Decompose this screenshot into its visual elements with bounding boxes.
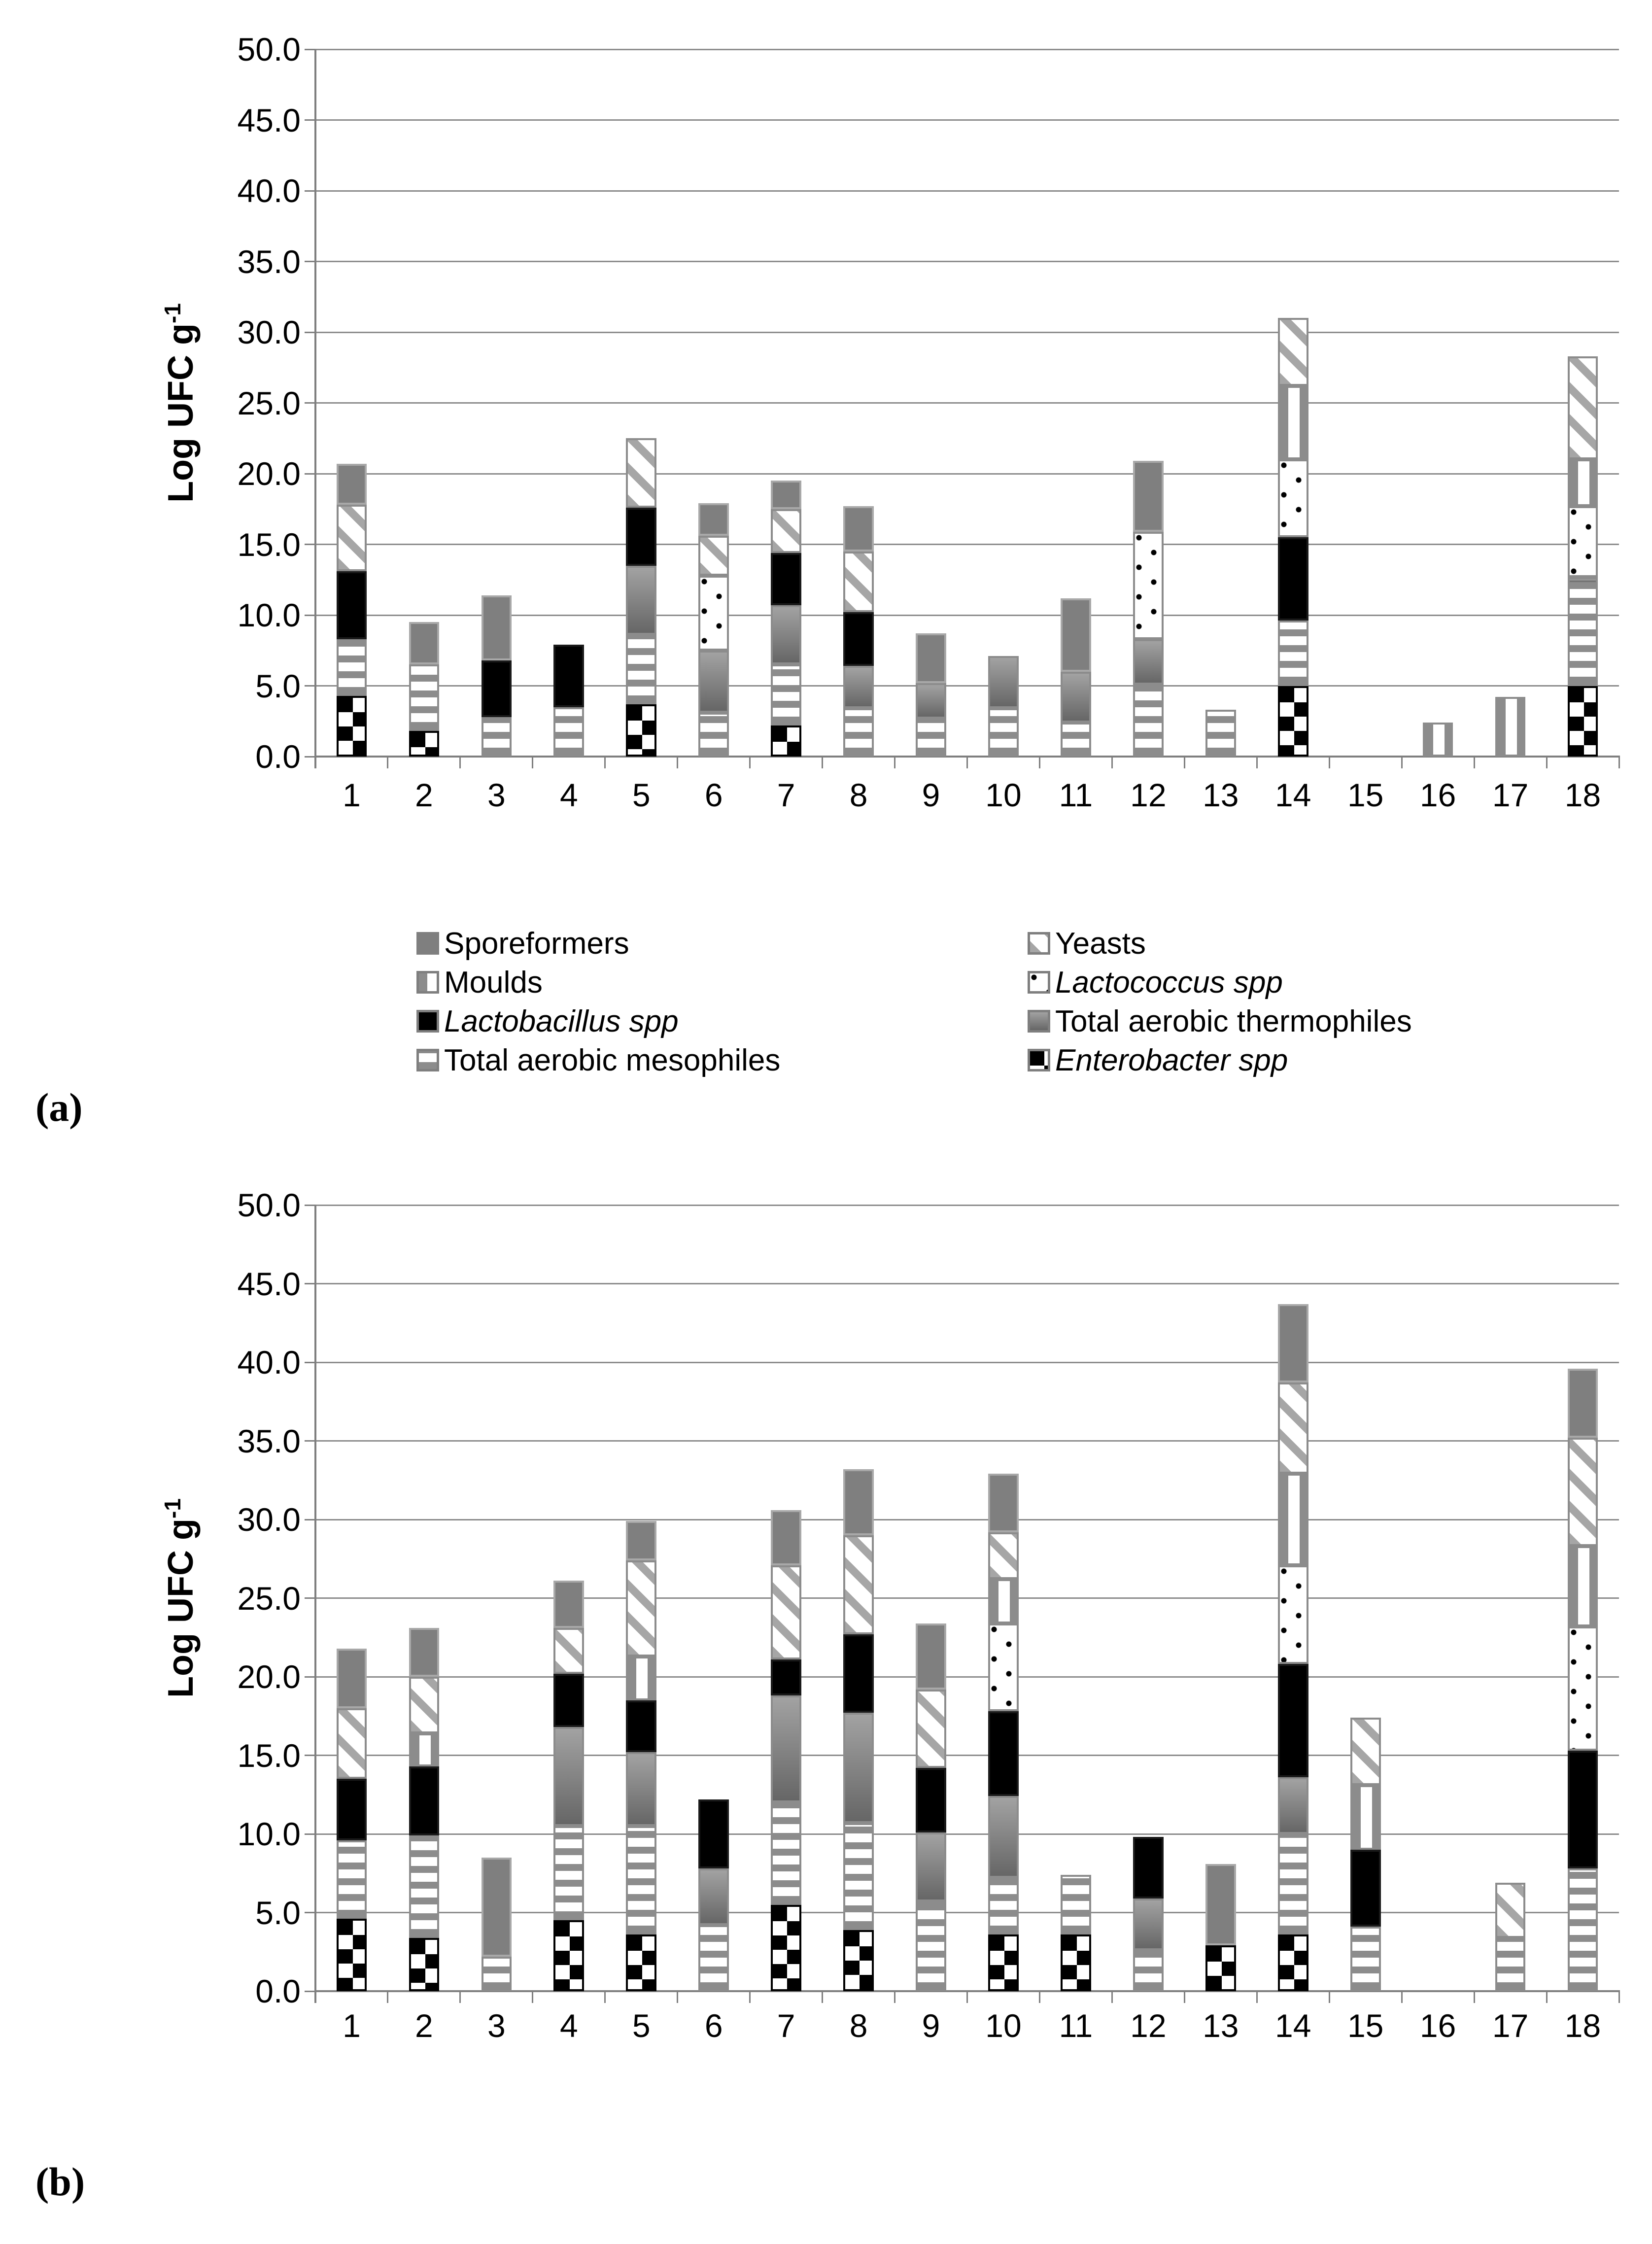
x-tick-label: 13 [1203,777,1239,813]
x-tick-label: 5 [632,777,651,813]
x-tick-label: 17 [1492,2007,1529,2044]
x-tick-label: 2 [415,777,433,813]
bar-segment-yeasts [916,1690,946,1768]
x-tick-label: 8 [849,777,868,813]
y-tick-label: 25.0 [237,384,301,421]
bar-segment-yeasts [1278,1382,1308,1474]
y-tick-label: 30.0 [237,1501,301,1538]
y-tick-label: 50.0 [237,1187,301,1223]
x-tick-label: 9 [922,2007,940,2044]
bar-segment-lactobacillus [988,1711,1019,1796]
legend-label-thermophiles: Total aerobic thermophiles [1055,1004,1412,1038]
y-tick-label: 0.0 [255,1973,301,2009]
x-axis-tick [822,1991,823,2003]
bar-segment-lactococcus [1278,1565,1308,1664]
legend-item-lactobacillus [416,1003,679,1039]
gridline [315,1676,1619,1678]
bar-segment-moulds [1278,1474,1308,1565]
y-tick-label: 10.0 [237,597,301,633]
x-axis-tick [1329,1991,1330,2003]
legend-item-thermophiles [1028,1003,1412,1039]
y-axis-line [314,1205,316,2003]
bar-segment-mesophiles [553,1826,584,1920]
y-tick-label: 15.0 [237,526,301,563]
bar-segment-moulds [988,1579,1019,1623]
y-tick-label: 50.0 [237,31,301,68]
x-tick-label: 12 [1130,777,1167,813]
legend-item-lactococcus [1028,965,1283,1000]
bar-segment-thermophiles [1278,1777,1308,1834]
x-tick-label: 5 [632,2007,651,2044]
legend-label-moulds: Moulds [444,965,543,1000]
legend-label-yeasts: Yeasts [1055,926,1146,961]
bar-segment-yeasts [553,1628,584,1674]
bar-segment-yeasts [988,1532,1019,1580]
bar-segment-lactobacillus [1568,1751,1598,1868]
y-axis-tick [305,1912,315,1913]
y-tick-label: 5.0 [255,667,301,704]
x-tick-label: 15 [1347,777,1384,813]
y-tick-label: 0.0 [255,738,301,775]
bar-segment-lactobacillus [1133,1837,1164,1898]
x-axis-tick [677,1991,678,2003]
y-axis-title-superscript: -1 [159,1498,185,1519]
bar-segment-mesophiles [1495,1938,1526,1991]
x-tick-label: 4 [559,777,578,813]
bar-segment-sporeformers [482,1858,512,1957]
x-tick-label: 6 [704,2007,723,2044]
y-axis-tick [305,1362,315,1363]
bar-segment-enterobacter [1278,1934,1308,1991]
bar-segment-thermophiles [626,1752,656,1826]
bar-segment-sporeformers [771,1510,801,1565]
x-tick-label: 13 [1203,2007,1239,2044]
y-axis-tick [305,1755,315,1756]
legend-item-mesophiles [416,1042,780,1078]
x-axis-tick [387,1991,388,2003]
bar-segment-yeasts [1495,1883,1526,1938]
sporeformers-swatch-icon [416,932,439,955]
bar-segment-enterobacter [1061,1934,1091,1991]
enterobacter-swatch-icon [1028,1049,1050,1071]
x-axis-tick [1111,1991,1113,2003]
bar-segment-yeasts [409,1677,440,1733]
bar-segment-mesophiles [916,1901,946,1991]
x-axis-tick [532,1991,533,2003]
bar-segment-enterobacter [843,1930,874,1991]
legend-label-mesophiles: Total aerobic mesophiles [444,1043,781,1077]
y-axis-title-b [158,1205,202,1991]
bar-segment-lactobacillus [409,1766,440,1835]
y-tick-label: 35.0 [237,1422,301,1459]
y-tick-label: 35.0 [237,243,301,280]
y-axis-title-a [158,49,202,757]
bar-segment-lactobacillus [1278,1664,1308,1777]
legend-label-enterobacter: Enterobacter spp [1055,1043,1288,1077]
x-tick-label: 14 [1275,777,1311,813]
y-axis-tick [305,1676,315,1678]
gridline [315,1833,1619,1835]
x-axis-tick [1474,1991,1475,2003]
gridline [315,1283,1619,1284]
x-tick-label: 3 [487,777,506,813]
bar-segment-lactobacillus [771,1659,801,1695]
bar-segment-yeasts [843,1535,874,1634]
bar-segment-thermophiles [843,1713,874,1823]
y-tick-label: 20.0 [237,455,301,492]
y-tick-label: 15.0 [237,1737,301,1774]
x-axis-tick [749,1991,751,2003]
legend-item-enterobacter [1028,1042,1288,1078]
bar-segment-mesophiles [1568,1868,1598,1991]
bar-segment-sporeformers [626,1521,656,1560]
panel-label-a: (a) [35,1085,83,1130]
y-tick-label: 45.0 [237,1265,301,1302]
legend-item-yeasts [1028,926,1146,961]
bar-segment-mesophiles [1278,1834,1308,1934]
mesophiles-swatch-icon [416,1049,439,1071]
bar-segment-lactococcus [988,1623,1019,1712]
bar-segment-enterobacter [409,1938,440,1991]
x-tick-label: 7 [777,777,795,813]
bar-segment-thermophiles [698,1868,729,1925]
y-axis-title-superscript: -1 [159,303,185,323]
bar-segment-lactobacillus [626,1700,656,1752]
bar-segment-enterobacter [1205,1945,1236,1991]
gridline [315,1519,1619,1520]
x-axis-tick [1039,1991,1040,2003]
bar-segment-yeasts [771,1565,801,1659]
x-tick-label: 14 [1275,2007,1311,2044]
thermophiles-swatch-icon [1028,1010,1050,1033]
y-axis-title-text: Log UFC g [161,323,201,503]
legend-label-sporeformers: Sporeformers [444,926,629,961]
bar-segment-lactobacillus [1350,1850,1381,1927]
x-axis-tick [966,1991,968,2003]
gridline [315,1205,1619,1206]
bar-segment-mesophiles [1133,1950,1164,1991]
bar-segment-mesophiles [988,1878,1019,1934]
x-tick-label: 1 [343,2007,361,2044]
y-axis-tick [305,1440,315,1442]
bar-segment-mesophiles [1350,1927,1381,1991]
x-tick-label: 6 [704,777,723,813]
bar-segment-mesophiles [843,1823,874,1930]
bar-segment-sporeformers [1278,1304,1308,1383]
bar-segment-sporeformers [1568,1369,1598,1438]
gridline [315,1597,1619,1599]
y-tick-label: 45.0 [237,102,301,138]
x-tick-label: 3 [487,2007,506,2044]
bar-segment-mesophiles [626,1826,656,1934]
x-tick-label: 2 [415,2007,433,2044]
y-tick-label: 40.0 [237,1344,301,1381]
bar-segment-moulds [1350,1785,1381,1850]
panel-label-b: (b) [35,2159,85,2204]
x-axis-tick [1546,1991,1548,2003]
x-tick-label: 11 [1059,2007,1093,2044]
moulds-swatch-icon [416,971,439,994]
bar-segment-mesophiles [409,1835,440,1937]
x-tick-label: 18 [1564,2007,1601,2044]
bar-segment-moulds [409,1733,440,1766]
bar-segment-mesophiles [482,1957,512,1991]
bar-segment-sporeformers [553,1581,584,1628]
x-tick-label: 18 [1564,777,1601,813]
bar-segment-thermophiles [988,1796,1019,1878]
x-axis-tick [604,1991,606,2003]
bar-segment-yeasts [1568,1438,1598,1546]
bar-segment-thermophiles [771,1695,801,1802]
gridline [315,1362,1619,1363]
bar-segment-yeasts [626,1560,656,1657]
y-axis-tick [305,1519,315,1520]
x-tick-label: 11 [1059,777,1093,813]
bar-segment-lactobacillus [337,1779,367,1840]
bar-segment-enterobacter [771,1905,801,1991]
yeasts-swatch-icon [1028,932,1050,955]
legend-item-sporeformers [416,926,629,961]
y-tick-label: 25.0 [237,1580,301,1617]
x-axis-tick [1184,1991,1185,2003]
x-tick-label: 8 [849,2007,868,2044]
bar-segment-thermophiles [1133,1899,1164,1950]
lactococcus-swatch-icon [1028,971,1050,994]
x-axis-tick [1401,1991,1403,2003]
bar-segment-lactococcus [1568,1626,1598,1751]
gridline [315,1440,1619,1442]
x-axis-tick [459,1991,461,2003]
y-axis-tick [305,1283,315,1284]
x-tick-label: 17 [1492,777,1529,813]
y-axis-title-text: Log UFC g [161,1519,201,1698]
bar-segment-lactobacillus [916,1768,946,1832]
x-tick-label: 16 [1419,2007,1456,2044]
x-tick-label: 7 [777,2007,795,2044]
bar-segment-thermophiles [916,1832,946,1901]
x-tick-label: 15 [1347,2007,1384,2044]
bar-segment-thermophiles [553,1727,584,1826]
bar-segment-mesophiles [1061,1875,1091,1934]
legend-label-lactobacillus: Lactobacillus spp [444,1004,679,1038]
bar-segment-sporeformers [916,1623,946,1690]
y-tick-label: 40.0 [237,173,301,209]
bar-segment-enterobacter [553,1920,584,1991]
y-axis-tick [305,1597,315,1599]
bar-segment-mesophiles [698,1925,729,1991]
y-axis-tick [305,1833,315,1835]
legend-label-lactococcus: Lactococcus spp [1055,965,1283,1000]
bar-segment-sporeformers [1205,1864,1236,1946]
x-axis-tick [1618,1991,1620,2003]
bar-segment-enterobacter [337,1919,367,1991]
y-tick-label: 30.0 [237,314,301,350]
bar-segment-lactobacillus [698,1799,729,1868]
x-tick-label: 1 [343,777,361,813]
bar-segment-sporeformers [337,1649,367,1708]
bar-segment-mesophiles [337,1840,367,1919]
x-tick-label: 12 [1130,2007,1167,2044]
bar-segment-yeasts [337,1708,367,1779]
bar-segment-lactobacillus [843,1634,874,1713]
x-tick-label: 4 [559,2007,578,2044]
legend-item-moulds [416,965,543,1000]
bar-segment-enterobacter [988,1934,1019,1991]
y-tick-label: 10.0 [237,1816,301,1852]
lactobacillus-swatch-icon [416,1010,439,1033]
x-tick-label: 10 [985,777,1022,813]
bar-segment-yeasts [1350,1718,1381,1785]
y-tick-label: 20.0 [237,1658,301,1695]
x-axis-tick [315,1991,316,2003]
x-tick-label: 10 [985,2007,1022,2044]
bar-segment-sporeformers [409,1628,440,1677]
x-axis-tick [894,1991,895,2003]
bar-segment-sporeformers [843,1469,874,1535]
gridline [315,1755,1619,1756]
bar-segment-moulds [1568,1546,1598,1626]
y-tick-label: 5.0 [255,1894,301,1931]
bar-segment-mesophiles [771,1802,801,1904]
y-axis-tick [305,1991,315,1992]
x-tick-label: 9 [922,777,940,813]
bar-segment-enterobacter [626,1934,656,1991]
y-axis-tick [305,1205,315,1206]
bar-segment-lactobacillus [553,1674,584,1727]
bar-segment-sporeformers [988,1474,1019,1532]
x-axis-tick [1256,1991,1258,2003]
bar-segment-moulds [626,1657,656,1700]
x-tick-label: 16 [1419,777,1456,813]
